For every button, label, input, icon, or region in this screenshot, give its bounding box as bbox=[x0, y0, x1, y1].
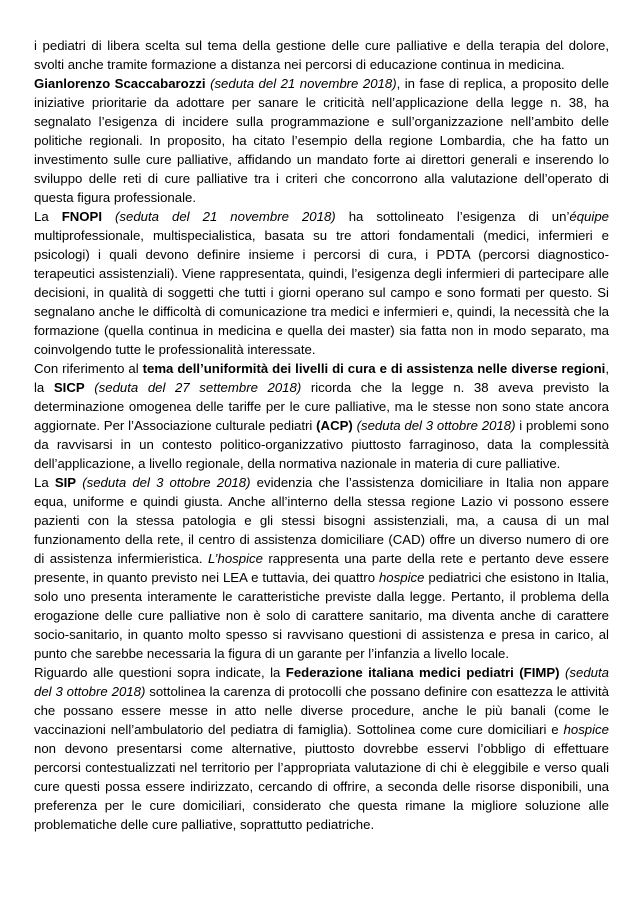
text-span: non devono presentarsi come alternative, piuttosto dovrebbe esservi l’obbligo di effettuare percorsi contestualizzati nel territorio per l’appropriata valutazione di chi è eleggibile e verso quali cure questi possa essere indirizzato, cercando di offrire, a seconda delle risorse disponibili, una preferenza per le cure domiciliari, considerato che questa rimane la migliore soluzione alle problematiche delle cure palliative, soprattutto pediatriche. bbox=[34, 741, 609, 832]
speaker-name: Gianlorenzo Scaccabarozzi bbox=[34, 76, 206, 91]
organization-name: SIP bbox=[54, 475, 77, 490]
text-span: sottolinea la carenza di protocolli che possano definire con esattezza le attività che possano essere messe in atto nelle diverse procedure, anche le più banali (come le vaccinazioni nell’ambulatorio del pediatra di famiglia). Sottolinea come cure domiciliari e bbox=[34, 684, 609, 737]
text-span: , la bbox=[34, 361, 609, 395]
paragraph-fnopi bbox=[34, 207, 609, 359]
text-span: i pediatri di libera scelta sul tema della gestione delle cure palliative e della terapia del dolore, svolti anche tramite formazione a distanza nei percorsi di educazione continua in medicina. bbox=[34, 38, 609, 72]
session-date: (seduta del 27 settembre 2018) bbox=[94, 380, 302, 395]
text-span: La bbox=[34, 475, 55, 490]
text-span: multiprofessionale, multispecialistica, basata su tre attori fondamentali (medici, infermieri e psicologi) i quali devono definire insieme i percorsi di cura, i PDTA (percorsi diagnostico-terapeutici assistenziali). Viene rappresentata, quindi, l’esigenza degli infermieri di partecipare alle decisioni, in qualità di soggetti che tutti i giorni operano sul campo e sono formati per questo. Si segnalano anche le difficoltà di comunicazione tra medici e infermieri e, quindi, la necessità che la formazione (quella continua in medicina e quella dei master) sia fatta non in modo separato, ma coinvolgendo tutte le professionalità interessate. bbox=[34, 228, 609, 357]
organization-acronym: (ACP) bbox=[316, 418, 353, 433]
italic-term: équipe bbox=[569, 209, 609, 224]
italic-term: hospice bbox=[378, 570, 425, 585]
topic-heading: tema dell’uniformità dei livelli di cura e di assistenza nelle diverse regioni bbox=[142, 361, 606, 376]
paragraph-sip bbox=[34, 473, 609, 663]
session-date: (seduta del 21 novembre 2018) bbox=[115, 209, 336, 224]
text-span: ha sottolineato l’esigenza di un’ bbox=[335, 209, 570, 224]
text-span: Con riferimento al bbox=[34, 361, 143, 376]
session-date: (seduta del 3 ottobre 2018) bbox=[356, 418, 516, 433]
italic-term: L’hospice bbox=[207, 551, 263, 566]
paragraph-uniformita bbox=[34, 359, 609, 473]
organization-name: Federazione italiana medici pediatri (FIMP) bbox=[285, 665, 560, 680]
session-date: (seduta del 21 novembre 2018) bbox=[210, 76, 397, 91]
text-span: , in fase di replica, a proposito delle iniziative prioritarie da adottare per sanare le criticità nell’applicazione della legge n. 38, ha segnalato l’esigenza di incidere sulla programmazione e sull’organizzazione nell’ambito delle politiche regionali. In proposito, ha citato l’esempio della regione Lombardia, che ha fatto un investimento sulle cure palliative, affidando un mandato forte ai direttori generali e inserendo lo sviluppo delle reti di cure palliative tra i criteri che concorrono alla valutazione dell’operato di questa figura professionale. bbox=[34, 76, 609, 205]
session-date: (seduta del 3 ottobre 2018) bbox=[34, 665, 609, 699]
paragraph-scaccabarozzi bbox=[34, 74, 609, 207]
text-span: ricorda che la legge n. 38 aveva previsto la determinazione omogenea delle tariffe per le cure palliative, ma le stesse non sono state ancora aggiornate. Per l’Associazione culturale pediatri bbox=[34, 380, 609, 433]
session-date: (seduta del 3 ottobre 2018) bbox=[82, 475, 251, 490]
paragraph-fimp bbox=[34, 663, 609, 834]
text-span: pediatrici che esistono in Italia, solo uno presenta interamente le caratteristiche previste dalla legge. Pertanto, il problema della erogazione delle cure palliative non è solo di carattere sanitario, ma diventa anche di carattere socio-sanitario, in quanto molto spesso si ravvisano questioni di assistenza e presa in carico, al punto che sarebbe necessaria la figura di un garante per l’infanzia a livello locale. bbox=[34, 570, 609, 661]
text-span: rappresenta una parte della rete e pertanto deve essere presente, in quanto previsto nei LEA e tuttavia, dei quattro bbox=[34, 551, 609, 585]
text-span: evidenzia che l’assistenza domiciliare in Italia non appare equa, uniforme e quindi giusta. Anche all’interno della stessa regione Lazio vi possono essere pazienti con la stessa patologia e gli stessi bisogni assistenziali, ma, a causa di un mal funzionamento della rete, il centro di assistenza domiciliare (CAD) offre un diverso numero di ore di assistenza infermieristica. bbox=[34, 475, 609, 566]
text-span: Riguardo alle questioni sopra indicate, la bbox=[34, 665, 286, 680]
paragraph-pediatri-formazione bbox=[34, 36, 609, 74]
organization-name: FNOPI bbox=[61, 209, 102, 224]
italic-term: hospice bbox=[563, 722, 609, 737]
text-span: i problemi sono da ravvisarsi in un contesto politico-organizzativo piuttosto farraginoso, data la complessità dell’applicazione, a livello regionale, della normativa nazionale in materia di cure palliative. bbox=[34, 418, 609, 471]
organization-name: SICP bbox=[53, 380, 85, 395]
text-span: La bbox=[34, 209, 62, 224]
